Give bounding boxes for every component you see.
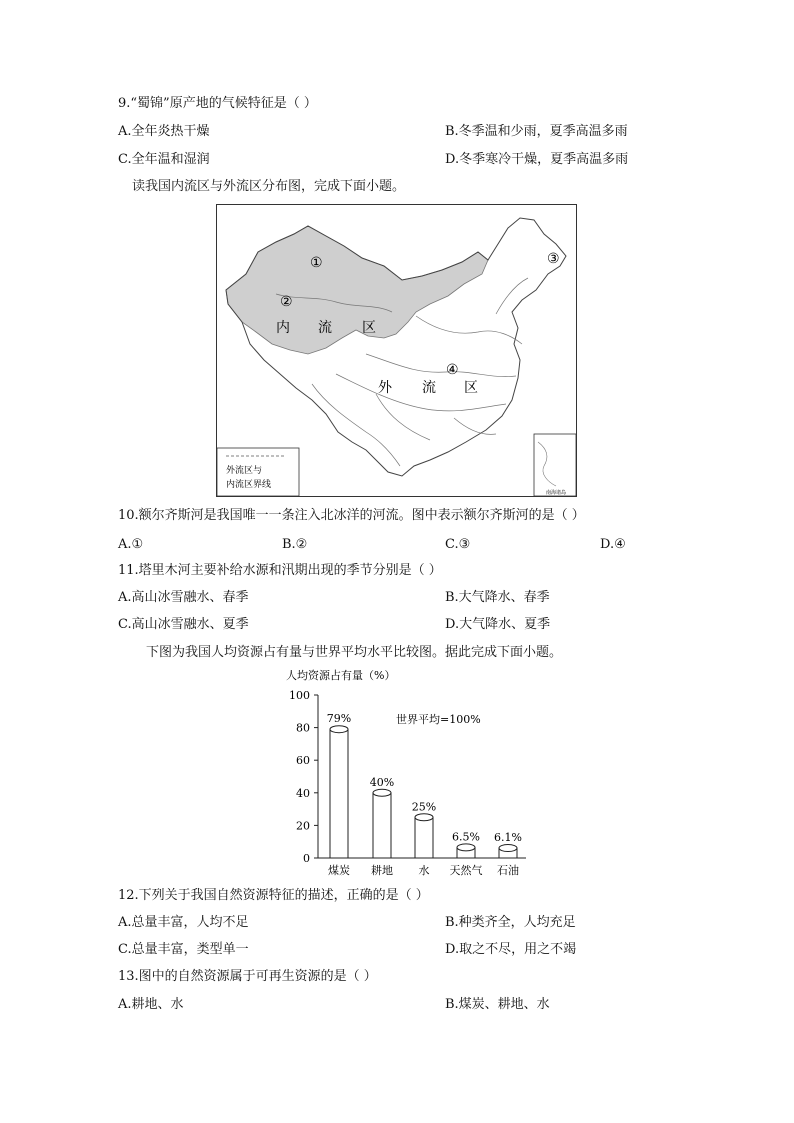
q13-option-b[interactable]: B.煤炭、耕地、水 — [445, 997, 550, 1012]
bar-top-cap — [415, 814, 433, 821]
y-tick-label: 80 — [296, 721, 310, 735]
q9-stem: 9.“蜀锦”原产地的气候特征是（ ） — [118, 96, 317, 111]
bar-top-cap — [330, 726, 348, 733]
q12-stem: 12.下列关于我国自然资源特征的描述，正确的是（ ） — [118, 888, 429, 903]
category-label: 天然气 — [449, 864, 483, 877]
q9-option-c[interactable]: C.全年温和湿润 — [118, 152, 210, 167]
inset-label: 南海诸岛 — [546, 490, 567, 496]
bar-value-label: 6.1% — [494, 831, 522, 845]
bar-3 — [412, 800, 436, 877]
q11-stem: 11.塔里木河主要补给水源和汛期出现的季节分别是（ ） — [118, 563, 442, 578]
category-label: 煤炭 — [328, 864, 350, 877]
y-tick-label: 20 — [296, 819, 310, 833]
q11-option-c[interactable]: C.高山冰雪融水、夏季 — [118, 617, 249, 632]
marker-1: ① — [310, 255, 323, 271]
chart-intro: 下图为我国人均资源占有量与世界平均水平比较图。据此完成下面小题。 — [146, 645, 563, 660]
y-tick-label: 60 — [296, 754, 310, 768]
inner-region-char-3: 区 — [362, 320, 376, 336]
bar-4 — [450, 830, 483, 877]
bar-top-cap — [457, 844, 475, 851]
q13-option-a[interactable]: A.耕地、水 — [118, 997, 184, 1012]
q9-option-b[interactable]: B.冬季温和少雨，夏季高温多雨 — [445, 124, 628, 139]
bar-top-cap — [499, 845, 517, 852]
category-label: 石油 — [497, 864, 519, 877]
y-ticks — [289, 689, 318, 865]
q13-stem: 13.图中的自然资源属于可再生资源的是（ ） — [118, 969, 377, 984]
marker-3: ③ — [547, 251, 560, 267]
bar-body — [330, 729, 348, 858]
bar-1 — [327, 712, 351, 877]
marker-4: ④ — [446, 362, 459, 378]
bar-value-label: 40% — [369, 775, 395, 789]
q9-option-d[interactable]: D.冬季寒冷干燥，夏季高温多雨 — [445, 152, 629, 167]
inner-region-char-2: 流 — [318, 320, 332, 336]
bar-value-label: 79% — [326, 712, 352, 726]
category-label: 耕地 — [371, 864, 393, 877]
q10-option-b[interactable]: B.② — [282, 537, 308, 552]
category-label: 水 — [418, 864, 430, 877]
south-china-sea-inset — [534, 434, 576, 496]
q11-option-a[interactable]: A.高山冰雪融水、春季 — [118, 590, 249, 605]
y-tick-label: 40 — [296, 786, 310, 800]
inner-region-char-1: 内 — [276, 320, 290, 336]
bar-value-label: 25% — [411, 800, 437, 814]
bar-5 — [494, 831, 522, 877]
chart-ylabel: 人均资源占有量（%） — [286, 669, 396, 682]
q10-stem: 10.额尔齐斯河是我国唯一一条注入北冰洋的河流。图中表示额尔齐斯河的是（ ） — [118, 508, 585, 523]
bar-value-label: 6.5% — [452, 830, 480, 844]
outer-region-char-3: 区 — [464, 380, 478, 396]
y-tick-label: 100 — [289, 689, 310, 702]
q12-option-d[interactable]: D.取之不尽，用之不竭 — [445, 942, 577, 957]
marker-2: ② — [280, 294, 293, 310]
q11-option-d[interactable]: D.大气降水、夏季 — [445, 617, 551, 632]
bar-body — [415, 817, 433, 858]
q11-option-b[interactable]: B.大气降水、春季 — [445, 590, 550, 605]
legend-text-2: 内流区界线 — [226, 480, 272, 490]
q10-option-a[interactable]: A.① — [118, 537, 144, 552]
bar-2 — [370, 776, 394, 877]
y-tick-label: 0 — [303, 852, 310, 865]
outer-region-char-2: 流 — [422, 380, 436, 396]
outer-region-char-1: 外 — [378, 380, 392, 396]
q10-option-c[interactable]: C.③ — [445, 537, 471, 552]
q9-option-a[interactable]: A.全年炎热干燥 — [118, 124, 210, 139]
q12-option-c[interactable]: C.总量丰富，类型单一 — [118, 942, 249, 957]
map-intro: 读我国内流区与外流区分布图，完成下面小题。 — [132, 179, 406, 194]
chart-annotation: 世界平均=100% — [396, 713, 481, 726]
q12-option-a[interactable]: A.总量丰富，人均不足 — [118, 915, 249, 930]
china-drainage-map — [216, 204, 577, 497]
bar-body — [373, 793, 391, 858]
bars-group — [327, 712, 522, 877]
q12-option-b[interactable]: B.种类齐全，人均充足 — [445, 915, 576, 930]
bar-top-cap — [373, 789, 391, 796]
legend-text-1: 外流区与 — [226, 466, 263, 476]
resource-per-capita-chart — [278, 668, 540, 880]
q10-option-d[interactable]: D.④ — [600, 537, 626, 552]
